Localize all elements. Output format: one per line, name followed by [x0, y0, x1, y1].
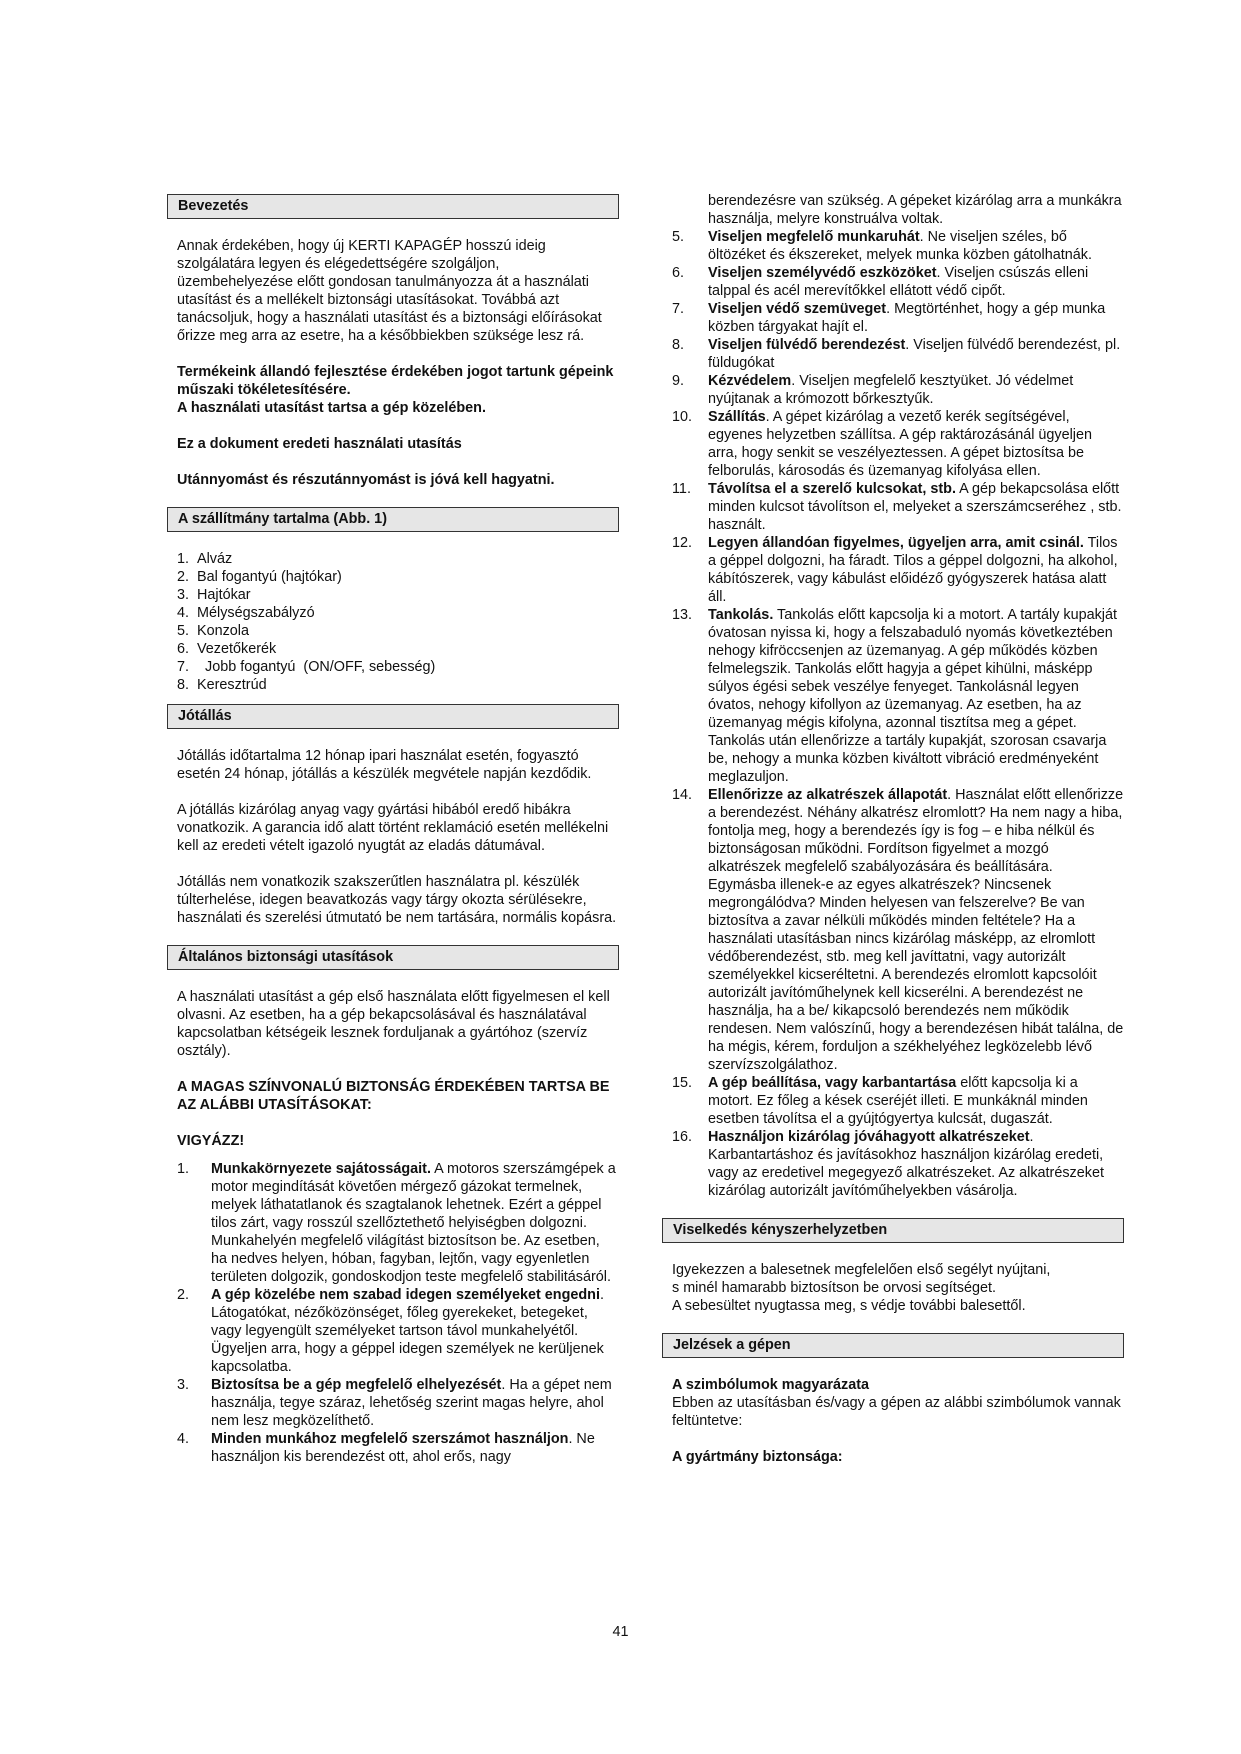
list-item: 10. Szállítás. A gépet kizárólag a vezető kerék segítségével, egyenes helyzetben szállítsa. A gép raktározásánál ügyeljen arra, hogy senkit se veszélyeztessen. A gépet biztosítsa be felborulás, károsodás és üzemanyag kifolyása ellen. — [672, 409, 1092, 479]
emergency-line-1: Igyekezzen a balesetnek megfelelően első segélyt nyújtani, — [672, 1262, 1051, 1278]
list-item: 4. Mélységszabályzó — [177, 605, 315, 621]
list-item: 15. A gép beállítása, vagy karbantartása előtt kapcsolja ki a motort. Ez főleg a kések cseréjét illeti. E munkáknál minden esetben távolítsa el a gyújtógyertya kulcsát, dugaszát. — [672, 1075, 1088, 1127]
continued-paragraph: berendezésre van szükség. A gépeket kizárólag arra a munkákra használja, melyre konstruálva voltak. — [708, 193, 1122, 227]
list-item: 11. Távolítsa el a szerelő kulcsokat, stb. A gép bekapcsolása előtt minden kulcsot távolítson el, melyeket a szerszámcseréhez , stb. használt. — [672, 481, 1122, 533]
emergency-line-3: A sebesültet nyugtassa meg, s védje további balesettől. — [672, 1298, 1026, 1314]
signs-paragraph: Ebben az utasításban és/vagy a gépen az alábbi szimbólumok vannak feltüntetve: — [672, 1395, 1121, 1429]
list-item: 5. Viseljen megfelelő munkaruhát. Ne viseljen széles, bő öltözéket és ékszereket, melyek munka közben gátolhatnák. — [672, 229, 1092, 263]
list-item: 1. Munkakörnyezete sajátosságait. A motoros szerszámgépek a motor megindítását követően mérgező gázokat termelnek, melyek láthatatlanok és szagtalanok lehetnek. Ezért a géppel tilos zárt, vagy rosszúl szellőztethető helyiségben dolgozni. Munkahelyén megfelelő világítást biztosítson be. Az esetben, ha nedves helyen, hóban, fagyban, lejtőn, vagy egyenletlen területen dolgozik, gondoskodjon teste megfelelő stabilitásáról. — [177, 1161, 616, 1285]
list-item: 9. Kézvédelem. Viseljen megfelelő kesztyüket. Jó védelmet nyújtanak a krómozott bőrkesztyűk. — [672, 373, 1074, 407]
list-item: 7. Viseljen védő szemüveget. Megtörténhet, hogy a gép munka közben tárgyakat hajít el. — [672, 301, 1106, 335]
list-item: 13. Tankolás. Tankolás előtt kapcsolja ki a motort. A tartály kupakját óvatosan nyissa ki, hogy a felszabaduló nyomás következtében nehogy kifröccsenjen az üzemanyag. A gép működés közben felmelegszik. Tankolás előtt hagyja a gépet kihülni, másképp súlyos égési sebek veszélye fenyeget. Tankolásnál legyen óvatos, nehogy kifollyon az üzemanyag. Az esetben, ha az üzemanyag mégis kifolyna, azonnal tisztítsa meg a gépet. Tankolás után ellenőrizze a tartály kupakját, szorosan csavarja be, nehogy a munka közben kiváltott vibráció eredményeként meglazuljon. — [672, 607, 1117, 785]
list-item: 6. Vezetőkerék — [177, 641, 277, 657]
safety-paragraph: A használati utasítást a gép első használata előtt figyelmesen el kell olvasni. Az esetben, ha a gép bekapcsolásával és használatával kapcsolatban kétségeik lesznek forduljanak a gyártóhoz (szervíz osztály). — [177, 989, 610, 1059]
list-item: 6. Viseljen személyvédő eszközöket. Viseljen csúszás elleni talppal és acél merevítőkkel ellátott védő cipőt. — [672, 265, 1089, 299]
list-item: 4. Minden munkához megfelelő szerszámot használjon. Ne használjon kis berendezést ott, ahol erős, nagy — [177, 1431, 595, 1465]
warranty-header: Jótállás — [167, 704, 619, 729]
contents-list — [177, 550, 619, 694]
intro-bold-3: Ez a dokument eredeti használati utasítás — [177, 436, 462, 452]
left-column — [177, 194, 619, 1466]
list-item: 14. Ellenőrizze az alkatrészek állapotát. Használat előtt ellenőrizze a berendezést. Néhány alkatrész elromlott? Ha nem nagy a hiba, fontolja meg, hogy a berendezés így is fog – e hiba nélkül és biztonságosan működni. Fordítson figyelmet a mozgó alkatrészek megfelelő szabályozására és beállítására. Egymásba illenek-e az egyes alkatrészek? Nincsenek megrongálódva? Minden helyesen van felszerelve? Be van biztosítva a zavar nélküli működés minden feltétele? Ha a használati utasításban nincs kizárólag másképp, az elromlott védőberendezést, stb. meg kell javíttatni, vagy autorizált személyekkel kicseréltetni. A berendezés elromlott kapcsolóit autorizált javítóműhelynek kell kicserélni. A berendezést ne használja, ha a be/ kikapcsoló berendezés nem működik rendesen. Nem valószínű, hogy a berendezésen hibát találna, de ha mégis, kérem, forduljon a székhelyéhez legközelebb lévő szervízszolgálathoz. — [672, 787, 1124, 1073]
signs-bold-1: A szimbólumok magyarázata — [672, 1377, 869, 1393]
signs-header: Jelzések a gépen — [662, 1333, 1124, 1358]
list-item: 2. A gép közelébe nem szabad idegen személyeket engedni. Látogatókat, nézőközönséget, főleg gyerekeket, betegeket, vagy legyengült személyeket tartson távol munkahelyétől. Ügyeljen arra, hogy a géppel idegen személyek ne kerüljenek kapcsolatba. — [177, 1287, 604, 1375]
emergency-line-2: s minél hamarabb biztosítson be orvosi segítséget. — [672, 1280, 996, 1296]
page-number: 41 — [612, 1624, 629, 1640]
list-item: 2. Bal fogantyú (hajtókar) — [177, 569, 342, 585]
list-item: 12. Legyen állandóan figyelmes, ügyeljen arra, amit csinál. Tilos a géppel dolgozni, ha fáradt. Tilos a géppel dolgozni, ha alkohol, kábítószerek, vagy kábulást előidéző gyógyszerek hatása alatt áll. — [672, 535, 1118, 605]
list-item: 3. Biztosítsa be a gép megfelelő elhelyezését. Ha a gépet nem használja, tegye száraz, lehetőség szerint magas helyre, ahol nem lesz megközelíthető. — [177, 1377, 612, 1429]
warranty-paragraph-3: Jótállás nem vonatkozik szakszerűtlen használatra pl. készülék túlterhelése, idegen beavatkozás vagy tárgy okozta sérülésekre, használati és szerelési útmutató be nem tartására, normális kopásra. — [177, 874, 617, 926]
list-item: 5. Konzola — [177, 623, 250, 639]
safety-bold-1: A MAGAS SZÍNVONALÚ BIZTONSÁG ÉRDEKÉBEN TARTSA BE AZ ALÁBBI UTASÍTÁSOKAT: — [177, 1079, 610, 1113]
warranty-paragraph-2: A jótállás kizárólag anyag vagy gyártási hibából eredő hibákra vonatkozik. A garancia idő alatt történt reklamáció esetén mellékelni kell az eredeti vételt igazoló nyugtát az eladás dátumával. — [177, 802, 609, 854]
safety-bold-2: VIGYÁZZ! — [177, 1133, 245, 1149]
signs-bold-2: A gyártmány biztonsága: — [672, 1449, 843, 1465]
emergency-header: Viselkedés kényszerhelyzetben — [662, 1218, 1124, 1243]
intro-bold-4: Utánnyomást és részutánnyomást is jóvá kell hagyatni. — [177, 472, 555, 488]
list-item: 3. Hajtókar — [177, 587, 251, 603]
list-item: 8. Keresztrúd — [177, 677, 267, 693]
warranty-paragraph-1: Jótállás időtartalma 12 hónap ipari használat esetén, fogyasztó esetén 24 hónap, jótállás a készülék megvétele napján kezdődik. — [177, 748, 592, 782]
safety-header: Általános biztonsági utasítások — [167, 945, 619, 970]
intro-header: Bevezetés — [167, 194, 619, 219]
intro-bold-2: A használati utasítást tartsa a gép közelében. — [177, 400, 486, 416]
intro-bold-1: Termékeink állandó fejlesztése érdekében jogot tartunk gépeink műszaki tökéletesítésére. — [177, 364, 614, 398]
contents-header: A szállítmány tartalma (Abb. 1) — [167, 507, 619, 532]
safety-list — [177, 1160, 619, 1466]
list-item: 16. Használjon kizárólag jóváhagyott alkatrészeket. Karbantartáshoz és javításokhoz használjon kizárólag eredeti, vagy az eredetivel megegyező alkatrészeket. Az alkatrészeket kizárólag autorizált javítóműhelyekben vásárolja. — [672, 1129, 1104, 1199]
intro-paragraph: Annak érdekében, hogy új KERTI KAPAGÉP hosszú ideig szolgálatára legyen és elégedettségére szolgáljon, üzembehelyezése előtt gondosan tanulmányozza át a használati utasítást és a mellékelt biztonsági utasításokat. Továbbá azt tanácsoljuk, hogy a használati utasítást és a biztonsági előírásokat őrizze meg arra az esetre, ha a későbbiekben szüksége lesz rá. — [177, 238, 602, 344]
list-item: 8. Viseljen fülvédő berendezést. Viseljen fülvédő berendezést, pl. füldugókat — [672, 337, 1121, 371]
list-item: 7. Jobb fogantyú (ON/OFF, sebesség) — [177, 659, 436, 675]
safety-list-continued — [672, 228, 1124, 1200]
right-column — [672, 192, 1124, 1466]
list-item: 1. Alváz — [177, 551, 233, 567]
